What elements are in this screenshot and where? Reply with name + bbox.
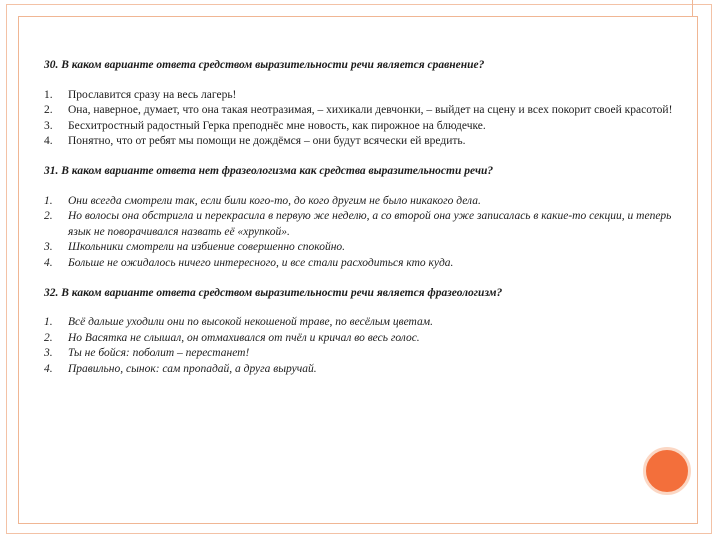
option-30-3 [44, 119, 674, 135]
option-number: 2. [44, 104, 53, 117]
option-31-4 [44, 256, 674, 272]
option-31-3 [44, 240, 674, 256]
option-32-2 [44, 331, 674, 347]
option-text: Больше не ожидалось ничего интересного, и все стали расходиться кто куда. [68, 256, 454, 269]
option-30-4 [44, 134, 674, 150]
option-number: 2. [44, 331, 53, 344]
option-text: Правильно, сынок: сам пропадай, а друга выручай. [68, 362, 317, 375]
option-32-4 [44, 362, 674, 378]
option-number: 1. [44, 194, 53, 207]
option-text: Она, наверное, думает, что она такая неотразимая, – хихикали девчонки, – выйдет на сцену и всех покорит своей красотой! [68, 104, 673, 117]
option-text: Школьники смотрели на избиение совершенно спокойно. [68, 241, 346, 254]
option-number: 4. [44, 135, 53, 148]
option-number: 2. [44, 210, 53, 223]
option-number: 3. [44, 347, 53, 360]
option-30-1 [44, 88, 674, 104]
option-text: Всё дальше уходили они по высокой некошеной траве, по весёлым цветам. [68, 316, 433, 329]
option-32-1 [44, 315, 674, 331]
question-30: 30. В каком варианте ответа средством выразительности речи является сравнение? [44, 59, 485, 71]
option-31-2 [44, 209, 674, 240]
option-text: Но волосы она обстригла и перекрасила в первую же неделю, а со второй она уже записалась в какие-то секции, и теперь язык не поворачивался назвать её «хрупкой». [68, 210, 672, 238]
option-number: 3. [44, 119, 53, 132]
question-32: 32. В каком варианте ответа средством выразительности речи является фразеологизм? [44, 286, 503, 299]
option-text: Бесхитростный радостный Герка преподнёс мне новость, как пирожное на блюдечке. [68, 119, 486, 132]
option-text: Понятно, что от ребят мы помощи не дождёмся – они будут всячески ей вредить. [68, 135, 466, 148]
option-text: Прославится сразу на весь лагерь! [68, 88, 237, 101]
option-number: 3. [44, 241, 53, 254]
option-text: Ты не бойся: поболит – перестанет! [68, 347, 250, 360]
option-31-1 [44, 194, 674, 210]
option-30-2 [44, 103, 674, 119]
slide-content [44, 58, 674, 378]
option-number: 4. [44, 256, 53, 269]
option-text: Они всегда смотрели так, если били кого-то, до кого другим не было никакого дела. [68, 194, 481, 207]
option-number: 4. [44, 362, 53, 375]
option-32-3 [44, 346, 674, 362]
slide-corner-line [692, 0, 693, 16]
question-30-options [44, 88, 674, 150]
option-text: Но Васятка не слышал, он отмахивался от пчёл и кричал во весь голос. [68, 331, 420, 344]
option-number: 1. [44, 316, 53, 329]
question-31: 31. В каком варианте ответа нет фразеологизма как средства выразительности речи? [44, 164, 494, 177]
question-32-options [44, 315, 674, 377]
question-31-options [44, 194, 674, 272]
decorative-circle [643, 447, 691, 495]
option-number: 1. [44, 88, 53, 101]
